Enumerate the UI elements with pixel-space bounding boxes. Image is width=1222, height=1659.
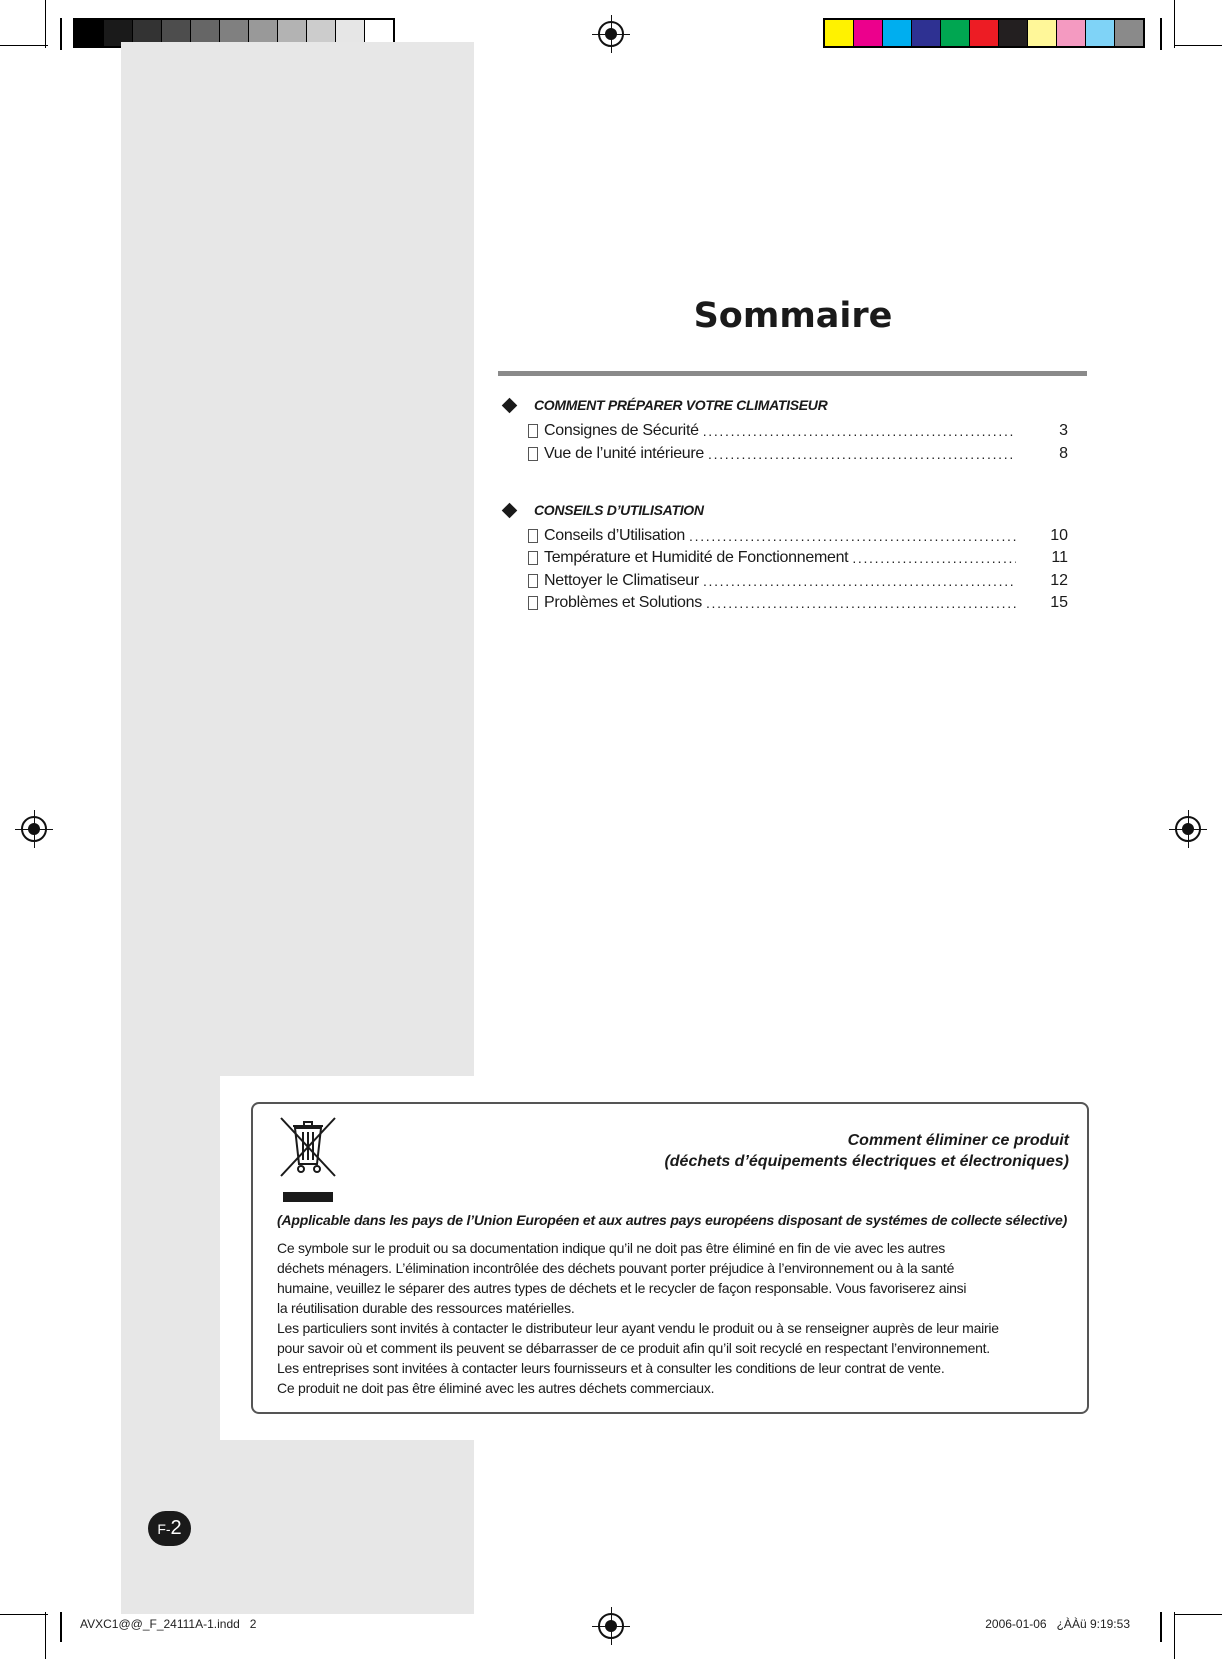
toc-entry[interactable] xyxy=(528,570,1068,592)
disposal-applicability: (Applicable dans les pays de l’Union Européen et aux autres pays européens disposant de systémes de collecte sélective) xyxy=(277,1212,1068,1228)
toc-entry-label: Consignes de Sécurité xyxy=(544,422,699,439)
crop-mark xyxy=(1174,1612,1175,1659)
color-swatch xyxy=(911,20,940,46)
process-color-bar xyxy=(823,18,1145,48)
square-bullet-icon xyxy=(528,551,538,565)
color-swatch xyxy=(969,20,998,46)
color-swatch xyxy=(940,20,969,46)
disposal-title-line: (déchets d’équipements électriques et électroniques) xyxy=(664,1153,1069,1170)
crop-mark xyxy=(1160,18,1162,50)
body-line: Ce symbole sur le produit ou sa documentation indique qu’il ne doit pas être éliminé en fin de vie avec les autres xyxy=(277,1240,946,1256)
toc-entry-page: 11 xyxy=(1051,549,1068,566)
color-swatch xyxy=(998,20,1027,46)
toc-entry-label: Problèmes et Solutions xyxy=(544,594,702,611)
toc-section-title: COMMENT PRÉPARER VOTRE CLIMATISEUR xyxy=(534,397,828,413)
toc-entry[interactable] xyxy=(528,525,1068,547)
color-swatch xyxy=(1114,20,1143,46)
square-bullet-icon xyxy=(528,447,538,461)
square-bullet-icon xyxy=(528,596,538,610)
dot-leader xyxy=(703,573,1016,589)
crop-mark xyxy=(60,1612,62,1642)
title-divider xyxy=(498,371,1087,376)
toc-entry[interactable] xyxy=(528,420,1068,442)
crop-mark xyxy=(1174,1614,1222,1615)
square-bullet-icon xyxy=(528,574,538,588)
toc-entry-page: 12 xyxy=(1050,572,1068,589)
body-line: la réutilisation durable des ressources matérielles. xyxy=(277,1300,575,1316)
disposal-title-line: Comment éliminer ce produit xyxy=(847,1132,1069,1149)
diamond-bullet-icon xyxy=(502,502,518,518)
body-line: pour savoir où et comment ils peuvent se débarrasser de ce produit afin qu’il soit recyclé en respectant l’environnement. xyxy=(277,1340,990,1356)
registration-mark-icon xyxy=(21,816,47,842)
page-title: Sommaire xyxy=(693,296,893,336)
crop-mark xyxy=(0,1614,48,1615)
registration-mark-icon xyxy=(1175,816,1201,842)
diamond-bullet-icon xyxy=(502,397,518,413)
crop-mark xyxy=(45,0,46,48)
page-number: 2 xyxy=(170,1517,182,1539)
dot-leader xyxy=(708,446,1016,462)
body-line: Ce produit ne doit pas être éliminé avec les autres déchets commerciaux. xyxy=(277,1380,715,1396)
toc-section-heading xyxy=(502,397,827,413)
toc-entry-page: 3 xyxy=(1059,422,1068,439)
disposal-notice-box xyxy=(251,1102,1089,1414)
color-swatch xyxy=(853,20,882,46)
crop-mark xyxy=(1174,45,1222,46)
crop-mark xyxy=(45,1612,46,1659)
body-line: Les particuliers sont invités à contacter le distributeur leur ayant vendu le produit ou à se renseigner auprès de leur mairie xyxy=(277,1320,999,1336)
square-bullet-icon xyxy=(528,424,538,438)
crop-mark xyxy=(60,18,62,50)
toc-entry-label: Conseils d’Utilisation xyxy=(544,527,686,544)
toc-section-title: CONSEILS D’UTILISATION xyxy=(534,502,704,518)
crop-mark xyxy=(1174,0,1175,48)
toc-entry[interactable] xyxy=(528,443,1068,465)
slug-filename: AVXC1@@_F_24111A-1.indd 2 xyxy=(80,1617,257,1631)
color-swatch xyxy=(1056,20,1085,46)
dot-leader xyxy=(689,528,1016,544)
toc-entry-label: Température et Humidité de Fonctionnement xyxy=(544,549,849,566)
crossed-out-wheelie-bin-icon xyxy=(279,1116,337,1212)
square-bullet-icon xyxy=(528,529,538,543)
color-swatch xyxy=(825,20,853,46)
registration-mark-icon xyxy=(598,21,624,47)
toc-entry[interactable] xyxy=(528,592,1068,614)
body-line: Les entreprises sont invitées à contacter leurs fournisseurs et à consulter les conditions de leur contrat de vente. xyxy=(277,1360,945,1376)
disposal-body-text xyxy=(277,1238,1067,1398)
toc-entry-label: Nettoyer le Climatiseur xyxy=(544,572,699,589)
disposal-title xyxy=(664,1130,1069,1172)
color-swatch xyxy=(75,20,103,46)
crop-mark xyxy=(0,45,48,46)
page-number-badge xyxy=(148,1511,191,1546)
page-number-prefix: F- xyxy=(157,1521,171,1537)
body-line: humaine, veuillez le séparer des autres types de déchets et le recycler de façon responsable. Vous favoriserez ainsi xyxy=(277,1280,967,1296)
dot-leader xyxy=(703,423,1016,439)
registration-mark-icon xyxy=(598,1613,624,1639)
body-line: déchets ménagers. L’élimination incontrôlée des déchets pouvant porter préjudice à l’environnement ou à la santé xyxy=(277,1260,955,1276)
color-swatch xyxy=(1085,20,1114,46)
dot-leader xyxy=(706,595,1016,611)
dot-leader xyxy=(852,550,1016,566)
toc-entry-label: Vue de l’unité intérieure xyxy=(544,445,705,462)
color-swatch xyxy=(1027,20,1056,46)
toc-section-heading xyxy=(502,502,704,518)
toc-entry-page: 10 xyxy=(1050,527,1068,544)
crop-mark xyxy=(1160,1612,1162,1642)
slug-timestamp: 2006-01-06 ¿ÀÀü 9:19:53 xyxy=(985,1617,1130,1631)
color-swatch xyxy=(882,20,911,46)
toc-entry-page: 8 xyxy=(1059,445,1068,462)
toc-entry[interactable] xyxy=(528,547,1068,569)
toc-entry-page: 15 xyxy=(1050,594,1068,611)
